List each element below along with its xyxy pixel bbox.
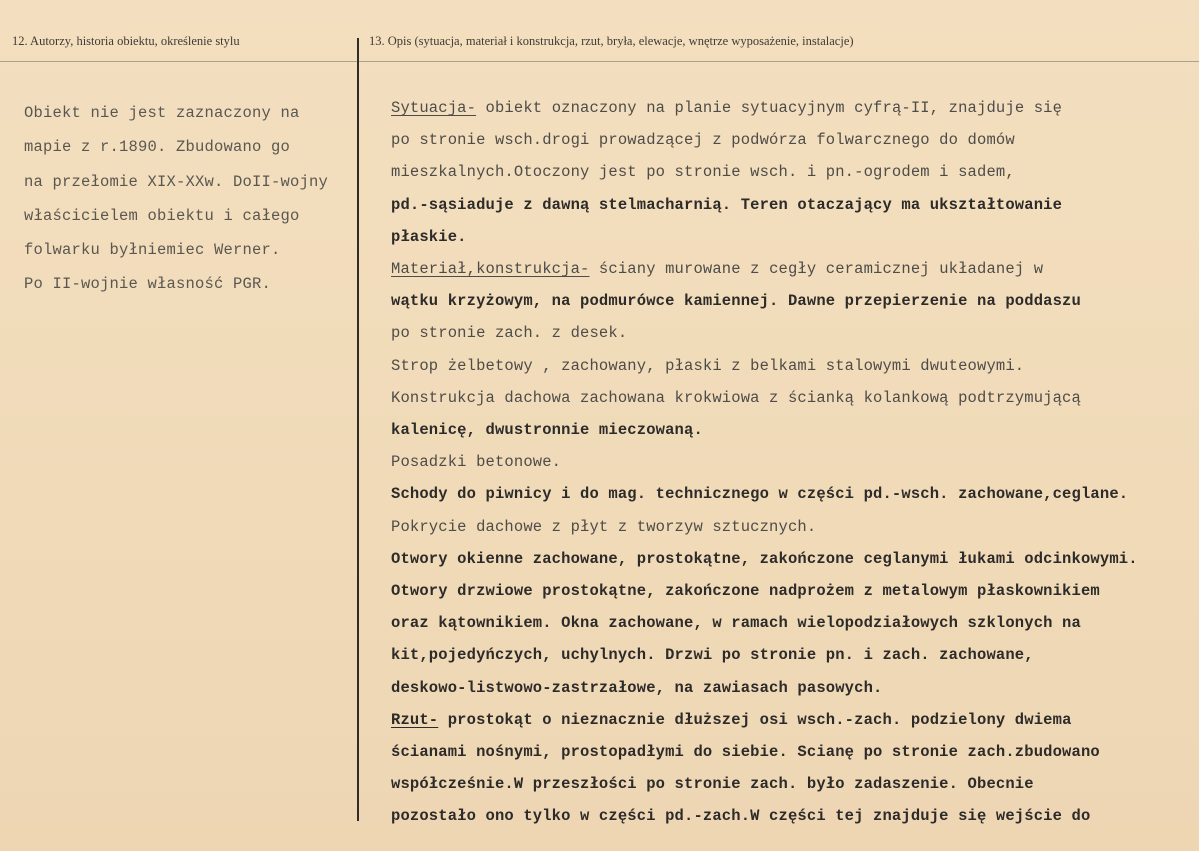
description-line xyxy=(391,253,1197,285)
line-text: mieszkalnych.Otoczony jest po stronie wsch. i pn.-ogrodem i sadem, xyxy=(391,163,1015,182)
line-text: kit,pojedyńczych, uchylnych. Drzwi po stronie pn. i zach. zachowane, xyxy=(391,646,1034,665)
line-text: Schody do piwnicy i do mag. technicznego w części pd.-wsch. zachowane,ceglane. xyxy=(391,485,1129,504)
line-text: Konstrukcja dachowa zachowana krokwiowa z ścianką kolankową podtrzymującą xyxy=(391,388,1081,407)
history-line: Po II-wojnie własność PGR. xyxy=(24,275,272,294)
line-text: Pokrycie dachowe z płyt z tworzyw sztucznych. xyxy=(391,517,817,536)
description-line xyxy=(391,607,1197,639)
line-text: po stronie zach. z desek. xyxy=(391,324,628,343)
history-line: na przełomie XIX-XXw. DoII-wojny xyxy=(24,172,329,191)
line-text: po stronie wsch.drogi prowadzącej z podwórza folwarcznego do domów xyxy=(391,131,1015,150)
description-line xyxy=(391,350,1197,382)
line-text: oraz kątownikiem. Okna zachowane, w ramach wielopodziałowych szklonych na xyxy=(391,614,1081,633)
history-line: folwarku byłniemiec Werner. xyxy=(24,241,281,260)
line-text: obiekt oznaczony na planie sytuacyjnym cyfrą-II, znajduje się xyxy=(476,99,1063,117)
description-line xyxy=(391,736,1197,768)
description-line xyxy=(391,543,1197,575)
section-label: Rzut- xyxy=(391,710,439,729)
line-text: pozostało ono tylko w części pd.-zach.W części tej znajduje się wejście do xyxy=(391,807,1091,826)
description-line xyxy=(391,414,1197,446)
description-line xyxy=(391,575,1197,607)
history-text xyxy=(24,96,354,302)
line-text: deskowo-listwowo-zastrzałowe, na zawiasach pasowych. xyxy=(391,678,883,697)
description-line xyxy=(391,639,1197,671)
description-text xyxy=(391,92,1197,833)
description-line xyxy=(391,672,1197,704)
description-line xyxy=(391,124,1197,156)
description-line xyxy=(391,156,1197,188)
description-line xyxy=(391,317,1197,349)
description-line xyxy=(391,478,1197,510)
description-line xyxy=(391,221,1197,253)
description-line xyxy=(391,285,1197,317)
description-line xyxy=(391,92,1197,124)
description-line xyxy=(391,800,1197,832)
history-line: Obiekt nie jest zaznaczony na xyxy=(24,104,300,122)
history-line: właścicielem obiektu i całego xyxy=(24,206,300,225)
history-line: mapie z r.1890. Zbudowano go xyxy=(24,138,291,157)
line-text: Strop żelbetowy , zachowany, płaski z belkami stalowymi dwuteowymi. xyxy=(391,356,1025,375)
description-line xyxy=(391,446,1197,478)
section-label: Materiał,konstrukcja- xyxy=(391,260,590,279)
description-line xyxy=(391,768,1197,800)
description-line xyxy=(391,189,1197,221)
section-13-header: 13. Opis (sytuacja, materiał i konstrukcja, rzut, bryła, elewacje, wnętrze wyposażenie, instalacje) xyxy=(369,34,854,48)
description-line xyxy=(391,382,1197,414)
column-divider xyxy=(357,38,359,821)
line-text: płaskie. xyxy=(391,227,467,246)
description-line xyxy=(391,511,1197,543)
line-text: wątku krzyżowym, na podmurówce kamiennej. Dawne przepierzenie na poddaszu xyxy=(391,292,1081,311)
line-text: prostokąt o nieznacznie dłuższej osi wsch.-zach. podzielony dwiema xyxy=(438,710,1072,729)
line-text: Posadzki betonowe. xyxy=(391,453,562,472)
description-line xyxy=(391,704,1197,736)
line-text: współcześnie.W przeszłości po stronie zach. było zadaszenie. Obecnie xyxy=(391,775,1034,794)
section-12-header: 12. Autorzy, historia obiektu, określenie stylu xyxy=(12,34,240,48)
line-text: ściany murowane z cegły ceramicznej układanej w xyxy=(589,260,1044,279)
header-divider xyxy=(0,61,1199,62)
line-text: pd.-sąsiaduje z dawną stelmacharnią. Teren otaczający ma ukształtowanie xyxy=(391,195,1063,214)
line-text: Otwory okienne zachowane, prostokątne, zakończone ceglanymi łukami odcinkowymi. xyxy=(391,549,1138,568)
section-label: Sytuacja- xyxy=(391,99,477,117)
line-text: ścianami nośnymi, prostopadłymi do siebie. Scianę po stronie zach.zbudowano xyxy=(391,743,1100,762)
line-text: Otwory drzwiowe prostokątne, zakończone nadprożem z metalowym płaskownikiem xyxy=(391,582,1100,601)
line-text: kalenicę, dwustronnie mieczowaną. xyxy=(391,421,703,440)
